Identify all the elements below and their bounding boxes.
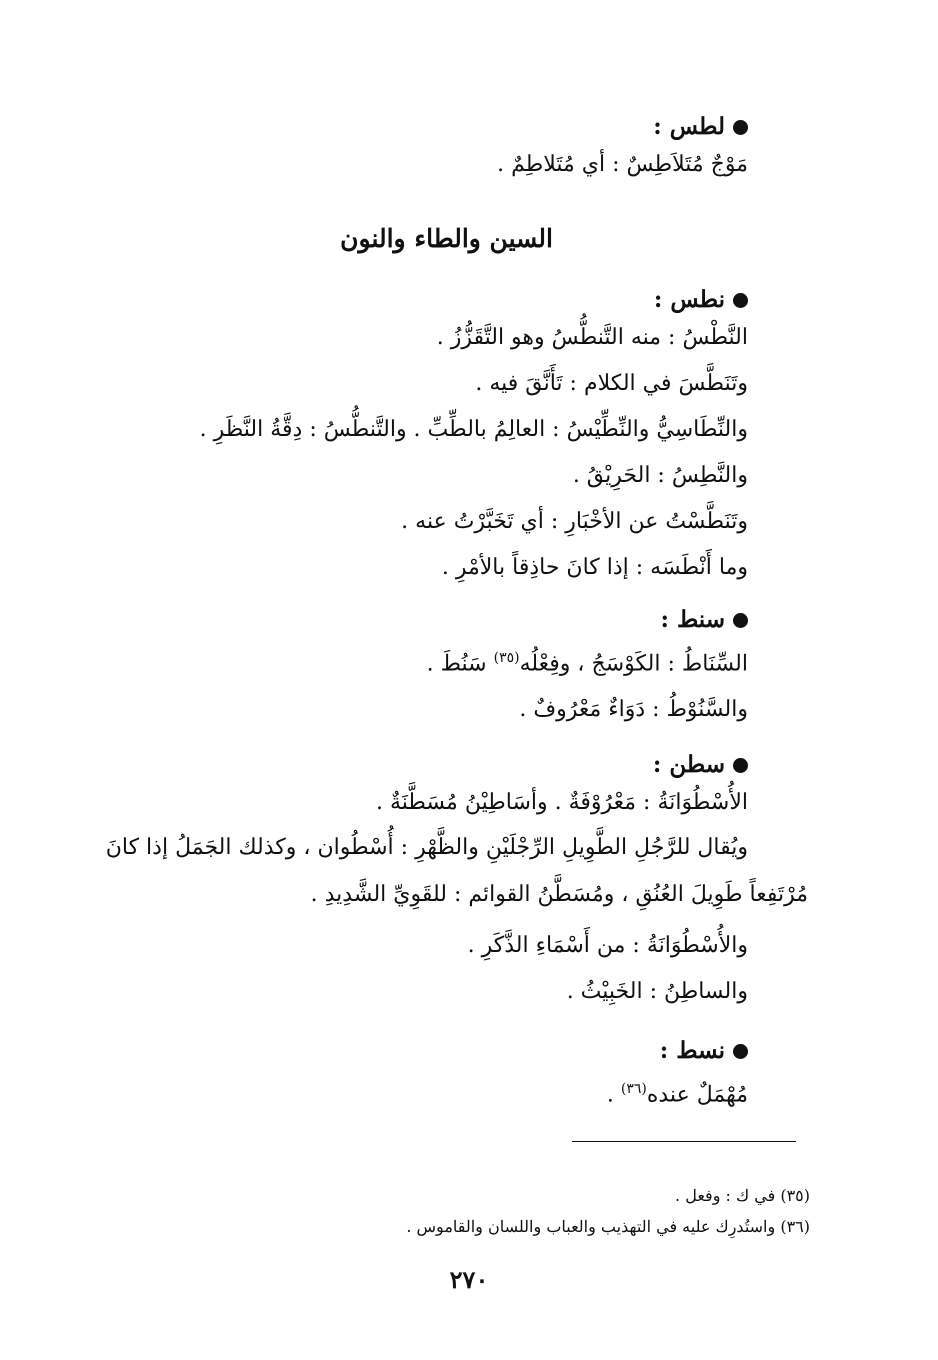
definition-line: مُرْتَفِعاً طَوِيلَ العُنُقِ ، ومُسَطَّنُ القوائم : للقَوِيِّ الشَّدِيدِ . bbox=[310, 882, 808, 907]
entry-lats bbox=[48, 112, 748, 188]
definition-line: وتَنَطَّسْتُ عن الأخْبَارِ : أي تَخَبَّرْتُ عنه . bbox=[401, 509, 748, 534]
entry-satan-wide bbox=[28, 824, 808, 918]
definition-line bbox=[48, 635, 748, 687]
definition-text: سَنُطَ . bbox=[426, 651, 487, 677]
root-label: سطن : bbox=[652, 751, 725, 778]
entry-nats bbox=[48, 285, 748, 591]
bullet-icon bbox=[733, 1044, 748, 1059]
footnotes bbox=[210, 1180, 810, 1242]
root-heading bbox=[48, 750, 748, 780]
definition-line: مَوْجٌ مُتَلاَطِسٌ : أي مُتَلاطِمٌ . bbox=[497, 152, 748, 177]
definition-line: والساطِنُ : الخَبِيْثُ . bbox=[566, 979, 748, 1004]
bullet-icon bbox=[733, 293, 748, 308]
definition-line: والأُسْطُوَانَةُ : من أَسْمَاءِ الذَّكَرِ . bbox=[467, 933, 748, 958]
footnote-ref: (٣٦) bbox=[620, 1081, 647, 1097]
entry-satan-rest bbox=[48, 923, 748, 1015]
definition-text: السِّنَاطُ : الكَوْسَجُ ، وفِعْلُه bbox=[519, 651, 748, 677]
bullet-icon bbox=[733, 758, 748, 773]
root-heading bbox=[48, 112, 748, 142]
definition-text: . bbox=[606, 1082, 614, 1108]
root-label: نطس : bbox=[653, 286, 725, 313]
entry-sanat bbox=[48, 605, 748, 733]
definition-line: الأُسْطُوَانَةُ : مَعْرُوْفَةٌ . وأسَاطِيْنُ مُسَطَّنَةٌ . bbox=[375, 790, 748, 815]
root-heading bbox=[48, 605, 748, 635]
page-number: ٢٧٠ bbox=[449, 1265, 489, 1294]
bullet-icon bbox=[733, 613, 748, 628]
definition-line: والنَّطِسُ : الحَرِيْقُ . bbox=[572, 463, 748, 488]
footnote: (٣٥) في ك : وفعل . bbox=[675, 1186, 810, 1205]
root-label: لطس : bbox=[653, 113, 725, 140]
root-heading bbox=[48, 285, 748, 315]
definition-line: النَّطْسُ : منه التَّنطُّسُ وهو التَّقَزُّزُ . bbox=[436, 325, 748, 350]
footnote-ref: (٣٥) bbox=[493, 650, 520, 666]
entry-nasat bbox=[48, 1036, 748, 1118]
entry-satan bbox=[48, 750, 748, 826]
definition-line: ويُقال للرَّجُلِ الطَّوِيلِ الرِّجْلَيْنِ والظَّهْرِ : أُسْطُوان ، وكذلك الجَمَلُ إذا كانَ bbox=[105, 835, 748, 860]
definition-line: وتَنَطَّسَ في الكلام : تَأَنَّقَ فيه . bbox=[475, 371, 748, 396]
footnote-separator bbox=[572, 1141, 796, 1142]
definition-text: مُهْمَلٌ عنده bbox=[646, 1082, 748, 1108]
definition-line: والسَّنُوْطُ : دَوَاءٌ مَعْرُوفٌ . bbox=[519, 697, 748, 723]
footnote: (٣٦) واستُدرِك عليه في التهذيب والعباب واللسان والقاموس . bbox=[406, 1217, 810, 1236]
root-heading bbox=[48, 1036, 748, 1066]
definition-line: والنِّطَاسِيُّ والنِّطِّيْسُ : العالِمُ بالطِّبِّ . والتَّنطُّسُ : دِقَّةُ النَّظَرِ . bbox=[199, 417, 748, 442]
definition-line: وما أَنْطَسَه : إذا كانَ حاذِقاً بالأمْرِ . bbox=[441, 555, 748, 580]
root-label: نسط : bbox=[659, 1037, 725, 1064]
bullet-icon bbox=[733, 120, 748, 135]
definition-line bbox=[48, 1066, 748, 1118]
root-label: سنط : bbox=[660, 606, 725, 633]
section-title: السين والطاء والنون bbox=[340, 224, 553, 253]
